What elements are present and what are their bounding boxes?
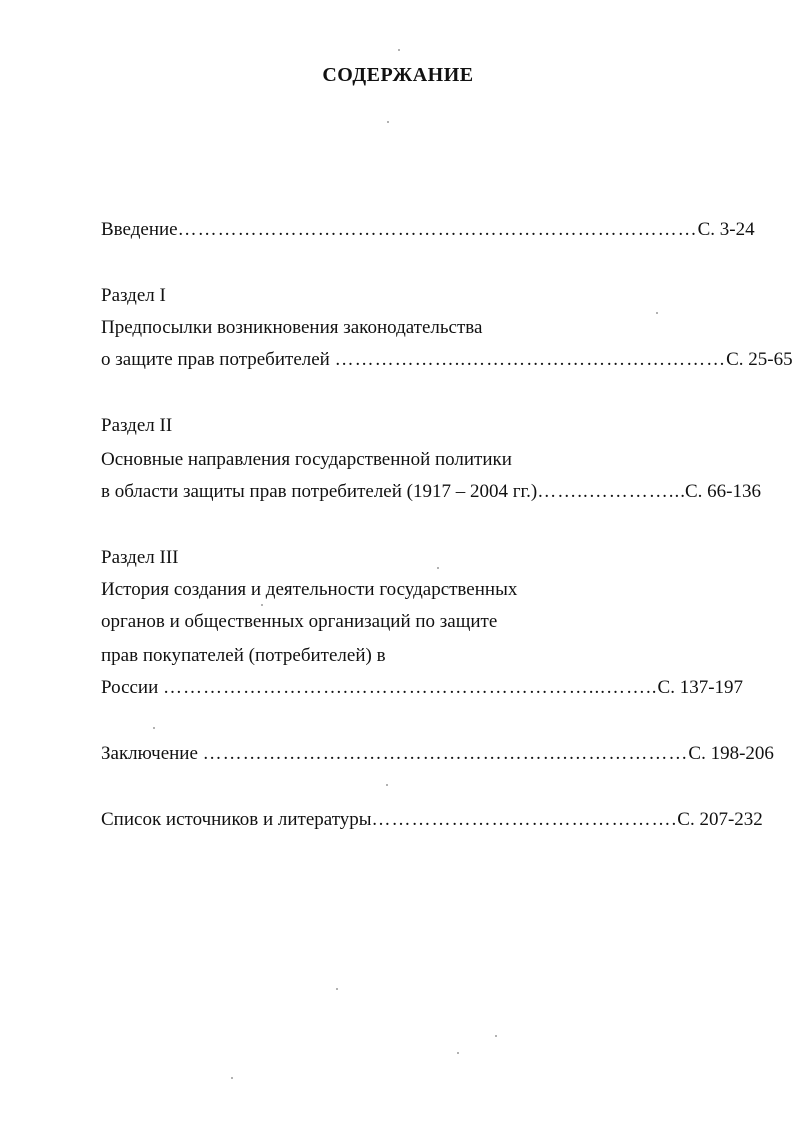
scan-speck: [495, 1035, 497, 1037]
toc-entry-page-ref: С. 137-197: [657, 677, 744, 698]
scan-speck: [457, 1052, 459, 1054]
section-title-line: прав покупателей (потребителей) в: [101, 645, 386, 666]
scan-speck: [386, 784, 388, 786]
toc-entry-label: России: [101, 677, 164, 698]
toc-entry-dots: ……………………………………………….………………: [202, 743, 689, 764]
scan-speck: [231, 1077, 233, 1079]
section-title-line: Основные направления государственной политики: [101, 449, 512, 470]
toc-entry-label: о защите прав потребителей: [101, 349, 335, 370]
section-heading: Раздел I: [101, 285, 166, 306]
toc-entry-label: Заключение: [101, 743, 203, 764]
toc-entry-label: в области защиты прав потребителей (1917 – 2004 гг.): [101, 481, 538, 502]
scan-speck: [387, 121, 389, 123]
toc-entry-dots: ……..…………..: [537, 481, 681, 502]
toc-entry-page-ref: С. 207-232: [677, 809, 763, 830]
scan-speck: [261, 604, 263, 606]
section-heading: Раздел III: [101, 547, 179, 568]
section-title-line: Предпосылки возникновения законодательства: [101, 317, 483, 338]
toc-entry-dots: ………………..…………………………………: [334, 349, 727, 370]
toc-entry-page-ref: С. 198-206: [688, 743, 774, 764]
toc-entry-label: Список источников и литературы: [101, 809, 372, 830]
toc-entry-section-1: [101, 348, 793, 372]
toc-entry-page-ref: С. 3-24: [697, 219, 755, 240]
toc-entry-bibliography: [101, 808, 763, 832]
scan-speck: [398, 49, 400, 51]
toc-entry-dots: ……………………….………………………………...……..: [163, 677, 658, 698]
toc-entry-label: Введение: [101, 219, 178, 240]
toc-entry-section-2: [101, 480, 761, 504]
toc-entry-dots: ……………………………………….: [371, 809, 678, 830]
scan-speck: [437, 567, 439, 569]
toc-entry-page-ref: С. 25-65: [726, 349, 793, 370]
section-title-line: История создания и деятельности государственных: [101, 579, 518, 600]
scan-speck: [336, 988, 338, 990]
toc-entry-introduction: [101, 218, 753, 242]
toc-entry-section-3: [101, 676, 759, 700]
scan-speck: [153, 727, 155, 729]
section-title-line: органов и общественных организаций по защите: [101, 611, 498, 632]
section-heading: Раздел II: [101, 415, 173, 436]
scan-speck: [656, 312, 658, 314]
toc-entry-conclusion: [101, 742, 774, 766]
page-title: СОДЕРЖАНИЕ: [322, 64, 474, 86]
toc-entry-page-ref: .С. 66-136: [680, 481, 761, 502]
toc-entry-dots: ……………………………………………………………………: [177, 219, 698, 240]
